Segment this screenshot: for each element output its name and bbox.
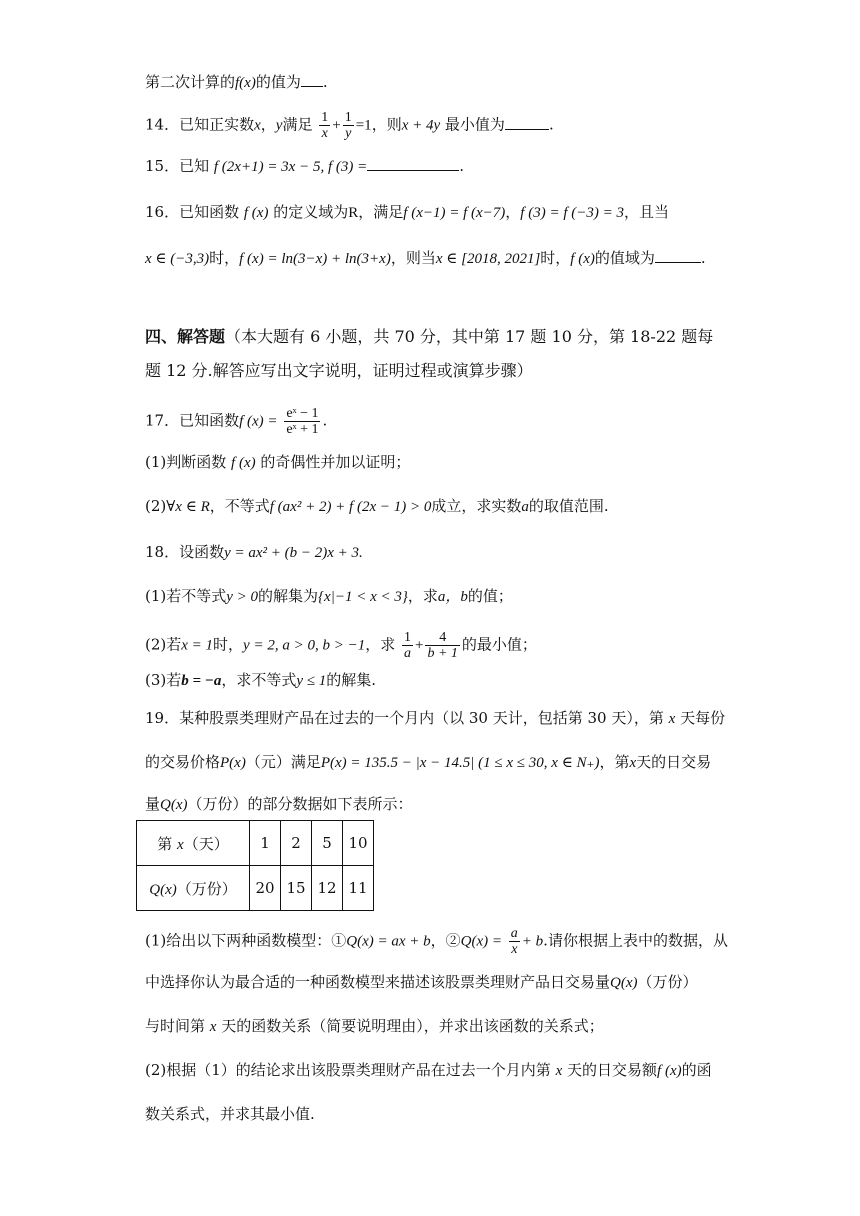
table-label: （天） <box>183 834 229 853</box>
q17-text: 的奇偶性并加以证明； <box>260 453 411 471</box>
q17-text: (1)判断函数 <box>145 453 227 471</box>
q19-math: P(x) = 135.5 − |x − 14.5| (1 ≤ x ≤ 30, x ∈ N₊) <box>320 755 600 771</box>
fraction-denominator: x <box>321 126 328 141</box>
fraction <box>509 926 520 957</box>
q19-math: + b <box>521 933 544 950</box>
q19-math: x <box>555 1063 563 1079</box>
q18-text: 的值； <box>467 587 513 605</box>
fraction-numerator: eˣ − 1 <box>286 406 319 421</box>
q18-stem <box>145 542 363 563</box>
table-cell: 2 <box>281 821 312 866</box>
table-label: （万份） <box>176 879 237 898</box>
fraction-numerator: 1 <box>321 110 329 125</box>
fraction-numerator: 1 <box>404 630 411 645</box>
answer-blank <box>301 72 323 87</box>
q19-math: Q(x) <box>610 975 638 991</box>
q16-text: 时， <box>209 249 240 267</box>
q19-text: 与时间第 <box>145 1017 206 1035</box>
q13-text: 的值为 <box>255 73 301 91</box>
q18-text: 18．设函数 <box>145 543 225 561</box>
q17-text: 成立，求实数 <box>431 497 522 515</box>
q19-math: x <box>668 711 676 727</box>
q15-line <box>145 156 464 177</box>
table-cell: 11 <box>343 866 374 911</box>
q17-math: f (x) <box>231 455 256 471</box>
q17-part-1 <box>145 452 410 473</box>
table-row <box>137 821 374 866</box>
fraction-denominator: b + 1 <box>427 646 458 661</box>
table-cell: 12 <box>312 866 343 911</box>
q18-text: 的最小值； <box>461 635 537 654</box>
q18-text: (3)若 <box>145 671 182 689</box>
q17-text: . <box>322 411 328 430</box>
table-cell: 5 <box>312 821 343 866</box>
q18-math: b = −a <box>181 673 222 689</box>
section-description: （本大题有 6 小题，共 70 分，其中第 17 题 10 分，第 18-22 题每题 12 分.解答应写出文字说明，证明过程或演算步骤） <box>145 327 714 380</box>
q13-text: 第二次计算的 <box>145 73 236 91</box>
q14-text: ，则 <box>371 115 402 134</box>
q19-math: Q(x) <box>160 797 188 813</box>
q18-math: y = ax² + (b − 2)x + 3. <box>224 545 363 561</box>
q19-text: （万份） <box>637 973 698 991</box>
q19-text: ，② <box>430 931 461 950</box>
q16-text: ，满足 <box>358 203 404 221</box>
q14-math: + <box>332 117 341 134</box>
q19-math: P(x) <box>220 755 246 771</box>
q19-text: 量 <box>145 795 161 813</box>
q19-text: ，第 <box>599 753 630 771</box>
fraction-denominator: eˣ + 1 <box>286 422 319 437</box>
table-cell: 10 <box>343 821 374 866</box>
q16-text: 的定义域为 <box>273 203 349 221</box>
answer-blank <box>655 248 701 263</box>
q16-line-1 <box>145 202 669 223</box>
q16-math: f (x) = ln(3−x) + ln(3+x) <box>239 251 391 267</box>
q17-text: 17．已知函数 <box>145 411 240 430</box>
q19-text: .请你根据上表中的数据，从 <box>543 931 728 950</box>
q14-line <box>145 110 554 141</box>
q18-text: 的解集为 <box>258 587 319 605</box>
q19-math: f (x) <box>657 1063 682 1079</box>
q13-math: f(x) <box>235 75 256 91</box>
q19-text: 天的函数关系（简要说明理由），并求出该函数的关系式； <box>221 1017 604 1035</box>
q19-math: x <box>209 1019 217 1035</box>
fraction-denominator: y <box>345 126 352 141</box>
q19-text: （万份）的部分数据如下表所示： <box>187 795 413 813</box>
section-title: 四、解答题 <box>145 327 226 346</box>
table-header-cell <box>137 821 250 866</box>
fraction-numerator: 4 <box>425 630 459 646</box>
fraction <box>343 110 354 141</box>
q14-text: . <box>548 115 554 134</box>
q14-math: =1 <box>355 117 372 134</box>
q19-part-1-line-1 <box>145 926 728 957</box>
q16-math: f (x−1) = f (x−7) <box>403 205 506 221</box>
q17-text: (2) <box>145 497 167 515</box>
q19-line-2 <box>145 752 711 773</box>
q17-math: a <box>521 499 529 515</box>
q19-text: 天的日交易 <box>636 753 712 771</box>
q16-math: f (x) <box>243 205 269 221</box>
q19-part-1-line-3 <box>145 1016 604 1037</box>
q16-text: ，则当 <box>390 249 436 267</box>
q16-math: f (3) = f (−3) = 3 <box>520 205 624 221</box>
table-cell: 20 <box>250 866 281 911</box>
fraction <box>402 630 413 661</box>
fraction-numerator: a <box>510 926 518 941</box>
q15-math: f (2x+1) = 3x − 5, f (3) = <box>213 159 368 175</box>
q19-text: 的函 <box>681 1061 712 1079</box>
q16-math: x ∈ (−3,3) <box>145 251 210 267</box>
fraction <box>319 110 330 141</box>
q16-text: 的值域为 <box>594 249 655 267</box>
q19-text: （元）满足 <box>245 753 321 771</box>
q18-part-3 <box>145 670 376 691</box>
fraction <box>284 406 320 437</box>
q19-text: 的交易价格 <box>145 753 221 771</box>
q18-math: y = 2, a > 0, b > −1 <box>243 637 366 654</box>
q18-text: 时， <box>213 635 244 654</box>
q17-text: ，不等式 <box>209 497 270 515</box>
q19-text: (2)根据（1）的结论求出该股票类理财产品在过去一个月内第 <box>145 1061 551 1079</box>
q13-line <box>145 72 328 93</box>
q18-text: ，求 <box>365 635 396 654</box>
q14-math: y <box>275 117 283 134</box>
answer-blank <box>367 156 459 171</box>
table-label: 第 <box>157 834 173 853</box>
table-cell: 1 <box>250 821 281 866</box>
q19-text: 中选择你认为最合适的一种函数模型来描述该股票类理财产品日交易量 <box>145 973 611 991</box>
q18-text: (1)若不等式 <box>145 587 227 605</box>
q18-part-1 <box>145 586 513 607</box>
q19-text: 天的日交易额 <box>567 1061 658 1079</box>
table-cell: 15 <box>281 866 312 911</box>
q18-math: y > 0 <box>226 589 259 605</box>
q19-math: Q(x) = ax + b <box>346 933 431 950</box>
q15-text: . <box>459 157 465 175</box>
q17-math: ∀x ∈ R <box>166 499 210 515</box>
q19-line-3 <box>145 794 413 815</box>
q14-text: 14．已知正实数 <box>145 115 255 134</box>
q19-text: 数关系式，并求其最小值. <box>145 1105 315 1123</box>
q16-math: f (x) <box>570 251 595 267</box>
q16-line-2 <box>145 248 706 269</box>
q17-text: 的取值范围. <box>528 497 609 515</box>
q18-text: ，求 <box>407 587 438 605</box>
q17-stem <box>145 406 327 437</box>
fraction-numerator: 1 <box>344 110 352 125</box>
q18-text: (2)若 <box>145 635 182 654</box>
q14-text: 满足 <box>282 115 313 134</box>
section-heading <box>145 320 725 388</box>
q18-part-2 <box>145 630 537 661</box>
table-header-cell <box>137 866 250 911</box>
q19-part-2-line-1 <box>145 1060 712 1081</box>
q18-math: + <box>415 637 424 654</box>
table-label: Q(x) <box>149 881 177 898</box>
q19-math: x <box>629 755 637 771</box>
q16-math: x ∈ [2018, 2021] <box>435 251 541 267</box>
q14-text: ， <box>260 115 276 134</box>
data-table <box>136 820 374 911</box>
table-label: x <box>177 836 184 853</box>
q18-math: a，b <box>437 589 468 605</box>
q16-text: 时， <box>540 249 571 267</box>
q16-text: . <box>700 249 706 267</box>
q19-text: 19．某种股票类理财产品在过去的一个月内（以 30 天计，包括第 30 天），第 <box>145 709 664 727</box>
q17-math: f (x) = <box>239 413 278 430</box>
fraction-denominator: x <box>511 942 518 957</box>
q16-text: ， <box>505 203 521 221</box>
q19-part-1-line-2 <box>145 972 698 993</box>
q16-text: 16．已知函数 <box>145 203 240 221</box>
q18-text: 的解集. <box>326 671 377 689</box>
q16-text: ，且当 <box>623 203 669 221</box>
fraction-denominator: a <box>404 646 411 661</box>
q14-text: 最小值为 <box>444 115 505 134</box>
q13-text: . <box>322 73 328 91</box>
q16-math: R <box>348 205 359 221</box>
q15-text: 15．已知 <box>145 157 210 175</box>
q18-math: x = 1 <box>181 637 214 654</box>
q18-math: y ≤ 1 <box>296 673 327 689</box>
q14-math: x + 4y <box>401 117 441 134</box>
q18-text: ，求不等式 <box>221 671 297 689</box>
q19-line-1 <box>145 708 725 729</box>
q19-text: (1)给出以下两种函数模型：① <box>145 931 347 950</box>
table-row <box>137 866 374 911</box>
q19-math: Q(x) = <box>460 933 503 950</box>
fraction <box>425 630 459 661</box>
q18-math: {x|−1 < x < 3} <box>318 589 408 605</box>
answer-blank <box>505 115 549 130</box>
q14-math: x <box>254 117 261 134</box>
q19-part-2-line-2 <box>145 1104 315 1124</box>
q17-math: f (ax² + 2) + f (2x − 1) > 0 <box>269 499 432 515</box>
q17-part-2 <box>145 496 609 517</box>
q19-text: 天每份 <box>680 709 726 727</box>
